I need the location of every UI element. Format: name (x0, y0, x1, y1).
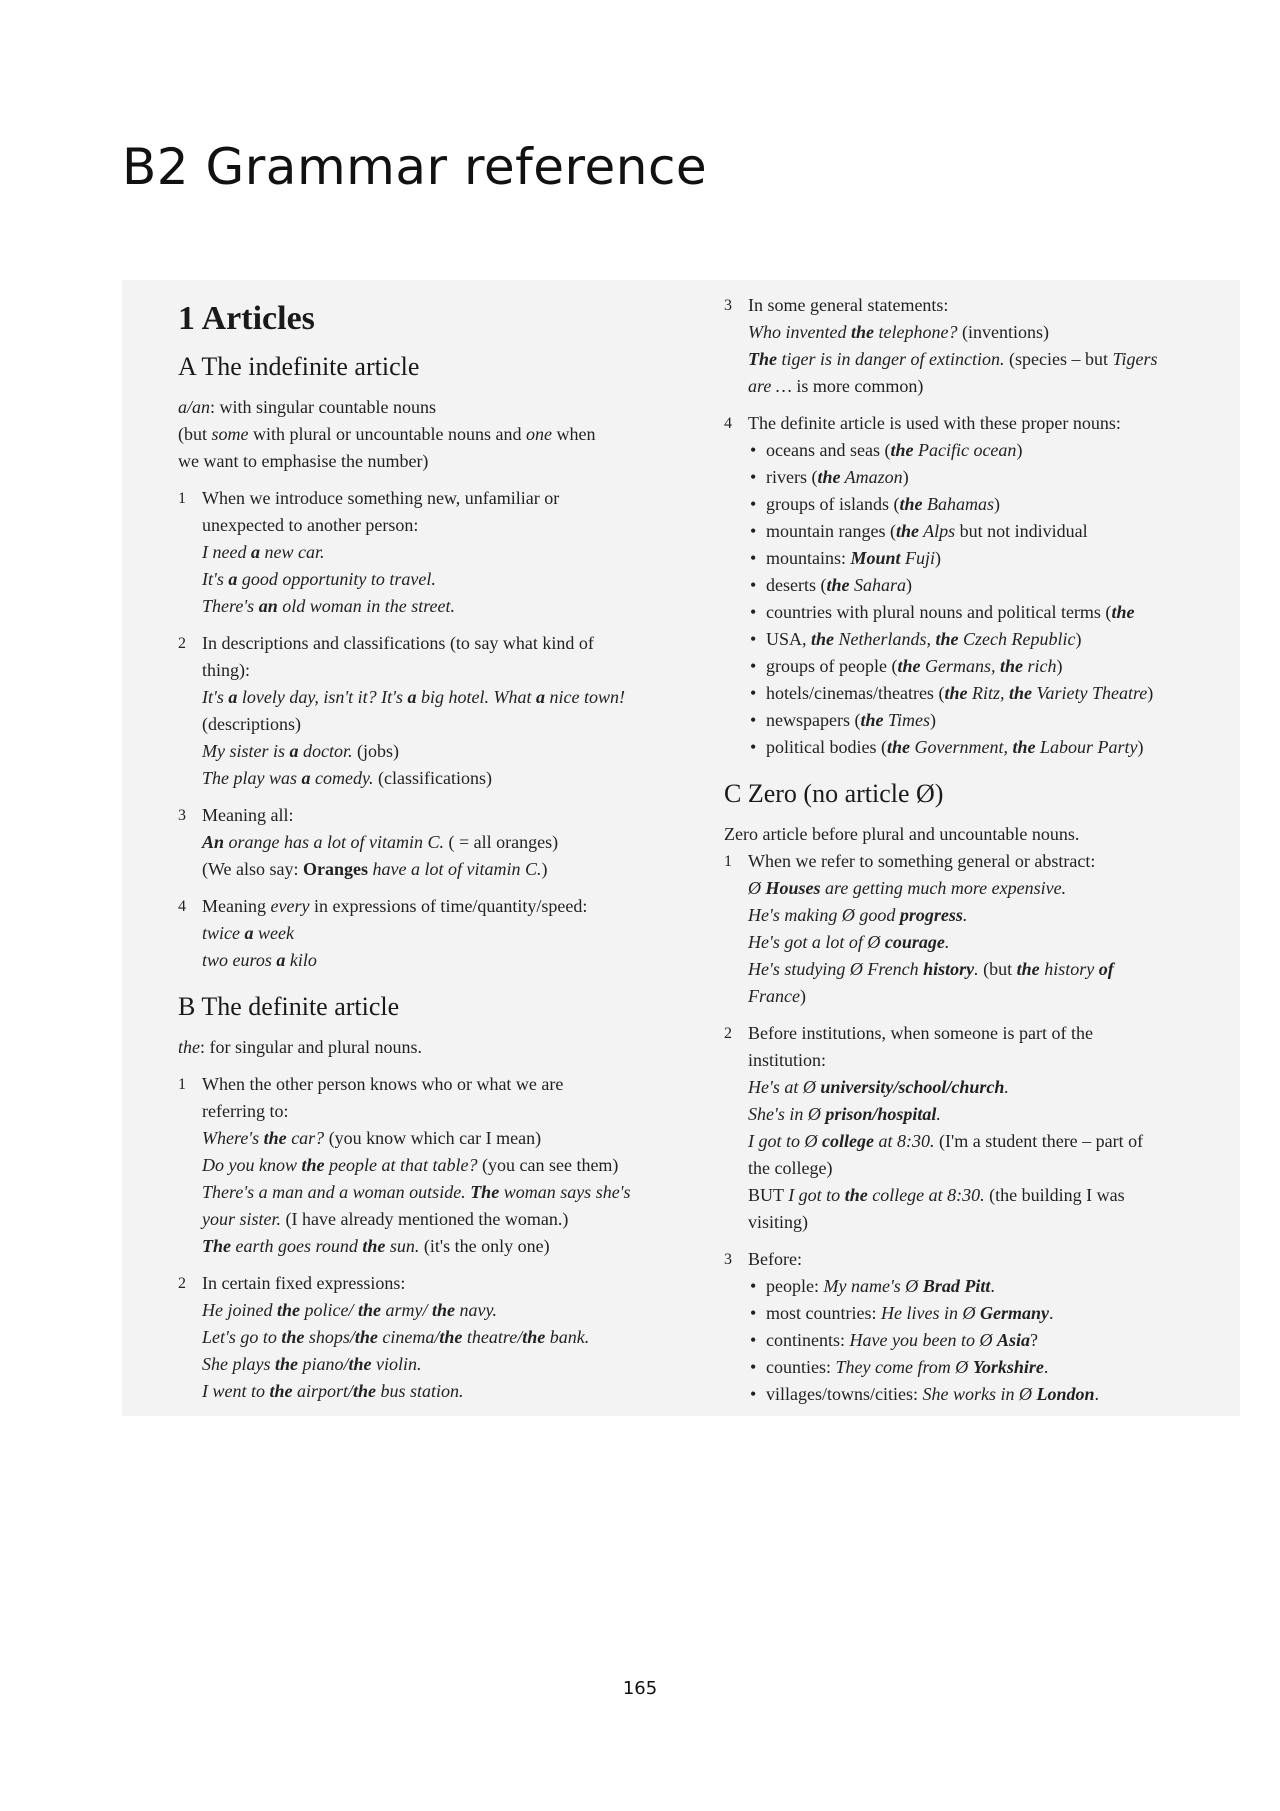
t: cinema/ (377, 1327, 440, 1347)
bullet-item (748, 491, 1224, 518)
t: a (289, 741, 299, 761)
bullet-item (748, 626, 1224, 653)
rule-b3: 3 In some general statements: Who invented the telephone? (inventions) The tiger is in danger of extinction. (species – but Tigers are … is more common) (724, 292, 1224, 400)
t: college at 8:30. (867, 1185, 985, 1205)
t: courage (884, 932, 945, 952)
t: I need (202, 542, 251, 562)
t: unexpected to another person: (202, 515, 419, 535)
t: It's (202, 569, 229, 589)
t: the (276, 1300, 300, 1320)
t: mountain ranges ( (766, 521, 896, 541)
t: Oranges (303, 859, 369, 879)
t: two euros (202, 950, 277, 970)
t: the (354, 1327, 378, 1347)
t: (but (978, 959, 1017, 979)
rule-a1: 1 When we introduce something new, unfamiliar or unexpected to another person: I need a new car. It's a good opportunity to travel. There's an old woman in the street. (178, 485, 678, 620)
t: countries with plural nouns and political terms ( (766, 602, 1112, 622)
t: She plays (202, 1354, 275, 1374)
t: continents: (766, 1330, 850, 1350)
t: the (301, 1155, 325, 1175)
bullet-item (748, 1273, 1224, 1300)
t: BUT (748, 1185, 789, 1205)
t: the (844, 1185, 868, 1205)
t: the (999, 656, 1023, 676)
t: navy. (455, 1300, 498, 1320)
t: Yorkshire (972, 1357, 1044, 1377)
t: (you know which car I mean) (324, 1128, 542, 1148)
b4-bullet-list (748, 437, 1224, 761)
t: ? (1029, 1330, 1038, 1350)
t: one (525, 424, 552, 444)
t: He's studying Ø French (748, 959, 924, 979)
t: we want to emphasise the number) (178, 451, 429, 471)
rule-c3: 3 Before: • people: My name's Ø Brad Pitt. • most countries: He lives in Ø Germany. • continents: Have you been to Ø Asia? • counties: They come from Ø Yorkshire. • villages/towns/cities: She works in Ø London. (724, 1246, 1224, 1408)
t: Before institutions, when someone is part of the (748, 1023, 1093, 1043)
t: Ritz, (967, 683, 1009, 703)
t: An (202, 832, 225, 852)
t: ) (1075, 629, 1082, 649)
t: violin. (371, 1354, 422, 1374)
t: visiting) (748, 1212, 809, 1232)
bullet-item (748, 680, 1224, 707)
t: lovely day, isn't it? It's (237, 687, 408, 707)
t: woman says she's (499, 1182, 631, 1202)
subheading-b: B The definite article (178, 992, 400, 1021)
t: the (850, 322, 874, 342)
t: ) (902, 467, 909, 487)
t: There's a man and a woman outside. (202, 1182, 471, 1202)
t: Sahara (849, 575, 907, 595)
t: The (202, 1236, 231, 1256)
t: ) (1137, 737, 1144, 757)
bullet-item (748, 707, 1224, 734)
t: London (1036, 1384, 1095, 1404)
rule-a2: 2 In descriptions and classifications (to say what kind of thing): It's a lovely day, isn't it? It's a big hotel. What a nice town! (descriptions) My sister is a doctor. (jobs) The play was a comedy. (classifications) (178, 630, 678, 792)
t: are getting much more expensive. (820, 878, 1067, 898)
t: car? (286, 1128, 325, 1148)
t: army/ (381, 1300, 432, 1320)
t: with plural or uncountable nouns and (248, 424, 526, 444)
t: I got to (788, 1185, 845, 1205)
t: Mount (850, 548, 901, 568)
t: villages/towns/cities: (766, 1384, 923, 1404)
t: the (811, 629, 835, 649)
t: Brad Pitt (922, 1276, 991, 1296)
t: (classifications) (373, 768, 492, 788)
t: the (1016, 959, 1040, 979)
t: shops/ (304, 1327, 355, 1347)
t: new car. (259, 542, 325, 562)
rule-c1: 1 When we refer to something general or abstract: Ø Houses are getting much more expensive. He's making Ø good progress. He's got a lot of Ø courage. He's studying Ø French history. (but the history of France) (724, 848, 1224, 1010)
t: tiger is in danger of extinction. (777, 349, 1005, 369)
t: political bodies ( (766, 737, 887, 757)
t: He's got a lot of Ø (748, 932, 885, 952)
t: Asia (996, 1330, 1030, 1350)
t: an (258, 596, 278, 616)
t: of (1098, 959, 1114, 979)
t: telephone? (873, 322, 958, 342)
t: Czech Republic (958, 629, 1076, 649)
rule-b2: 2 In certain fixed expressions: He joined the police/ the army/ the navy. Let's go to the shops/the cinema/the theatre/the bank. She plays the piano/the violin. I went to the airport/the bus station. (178, 1270, 678, 1405)
bullet-item (748, 734, 1224, 761)
t: doctor. (298, 741, 353, 761)
t: the (1111, 602, 1135, 622)
t: comedy. (310, 768, 374, 788)
left-column (178, 300, 678, 1415)
t: the (274, 1354, 298, 1374)
t: institution: (748, 1050, 827, 1070)
t: (We also say: (202, 859, 304, 879)
t: the (362, 1236, 386, 1256)
t: ) (935, 548, 942, 568)
t: The (748, 349, 777, 369)
t: ( = all oranges) (444, 832, 559, 852)
bullet-item (748, 1354, 1224, 1381)
t: Amazon (840, 467, 903, 487)
t: She works in Ø (922, 1384, 1037, 1404)
t: groups of people ( (766, 656, 898, 676)
t: The (470, 1182, 500, 1202)
t: I went to (202, 1381, 270, 1401)
rule-c2: 2 Before institutions, when someone is part of the institution: He's at Ø university/school/church. She's in Ø prison/hospital. I got to Ø college at 8:30. (I'm a student there – part of the college) BUT I got to the college at 8:30. (the building I was visiting) (724, 1020, 1224, 1236)
t: Let's go to (202, 1327, 282, 1347)
t: good opportunity to travel. (237, 569, 436, 589)
t: . (944, 932, 950, 952)
t: a (228, 687, 238, 707)
t: He lives in Ø (881, 1303, 980, 1323)
t: In certain fixed expressions: (202, 1273, 406, 1293)
t: orange has a lot of vitamin C. (224, 832, 445, 852)
bullet-item (748, 518, 1224, 545)
bullet-item (748, 653, 1224, 680)
t: deserts ( (766, 575, 827, 595)
t: at 8:30. (873, 1131, 935, 1151)
t: but not individual (955, 521, 1088, 541)
t: newspapers ( (766, 710, 861, 730)
t: a (228, 569, 238, 589)
t: the (357, 1300, 381, 1320)
t: Pacific ocean (913, 440, 1017, 460)
t: theatre/ (462, 1327, 523, 1347)
t: (I have already mentioned the woman.) (281, 1209, 569, 1229)
t: the (432, 1300, 456, 1320)
t: a (276, 950, 286, 970)
t: the (439, 1327, 463, 1347)
t: He's making Ø good (748, 905, 900, 925)
t: Bahamas (922, 494, 995, 514)
t: referring to: (202, 1101, 289, 1121)
t: When we introduce something new, unfamiliar or (202, 488, 560, 508)
t: ) (799, 986, 806, 1006)
bullet-item (748, 572, 1224, 599)
t: Before: (748, 1249, 802, 1269)
t: the (899, 494, 923, 514)
t: : with singular countable nouns (210, 397, 436, 417)
t: (jobs) (352, 741, 399, 761)
bullet-item (748, 599, 1224, 626)
t: the (895, 521, 919, 541)
t: . (1094, 1384, 1100, 1404)
subheading-c: C Zero (no article Ø) (724, 779, 944, 808)
t: ) (1016, 440, 1023, 460)
t: The play was (202, 768, 302, 788)
t: When we refer to something general or abstract: (748, 851, 1096, 871)
t: mountains: (766, 548, 851, 568)
t: groups of islands ( (766, 494, 900, 514)
t: the (886, 737, 910, 757)
t: the (860, 710, 884, 730)
t: progress (899, 905, 963, 925)
b-intro (178, 1034, 678, 1061)
section-heading: 1 Articles (178, 300, 315, 337)
t: In descriptions and classifications (to say what kind of (202, 633, 594, 653)
bullet-item (748, 1300, 1224, 1327)
t: a (301, 768, 311, 788)
t: a (407, 687, 417, 707)
t: In some general statements: (748, 295, 949, 315)
t: airport/ (292, 1381, 354, 1401)
t: France (748, 986, 800, 1006)
t: (but (178, 424, 212, 444)
t: the (897, 656, 921, 676)
t: piano/ (298, 1354, 349, 1374)
t: people at that table? (324, 1155, 478, 1175)
rule-b4: 4 The definite article is used with these proper nouns: • oceans and seas (the Pacific ocean) • rivers (the Amazon) • groups of islands (the Bahamas) • mountain ranges (the Alps but not individual • mountains: Mount Fuji) • deserts (the Sahara) • countries with plural nouns and political terms (the • USA, the Netherlands, the Czech Republic) • groups of people (the Germans, the rich) • hotels/cinemas/theatres (the Ritz, the Variety Theatre) • newspapers (the Times) • political bodies (the Government, the Labour Party) (724, 410, 1224, 761)
t: people: (766, 1276, 824, 1296)
t: the (263, 1128, 287, 1148)
right-column (724, 292, 1224, 1418)
t: Fuji (900, 548, 936, 568)
t: university/school/church (820, 1077, 1005, 1097)
t: sun. (385, 1236, 420, 1256)
t: college (822, 1131, 874, 1151)
t: the (1008, 683, 1032, 703)
t: old woman in the street. (277, 596, 456, 616)
t: the (522, 1327, 546, 1347)
t: He joined (202, 1300, 277, 1320)
t: Germany (979, 1303, 1049, 1323)
rule-a3: 3 Meaning all: An orange has a lot of vitamin C. ( = all oranges) (We also say: Oranges have a lot of vitamin C.) (178, 802, 678, 883)
t: They come from Ø (835, 1357, 973, 1377)
t: . (1004, 1077, 1009, 1097)
t: the (348, 1354, 372, 1374)
page-number: 165 (622, 1678, 658, 1699)
t: rivers ( (766, 467, 818, 487)
c3-bullet-list (748, 1273, 1224, 1408)
t: ) (994, 494, 1001, 514)
t: history (1039, 959, 1099, 979)
t: the (178, 1037, 200, 1057)
t: hotels/cinemas/theatres ( (766, 683, 945, 703)
t: oceans and seas ( (766, 440, 891, 460)
t: Have you been to Ø (849, 1330, 997, 1350)
t: bus station. (376, 1381, 464, 1401)
t: earth goes round (231, 1236, 363, 1256)
t: the (281, 1327, 305, 1347)
t: ) (906, 575, 913, 595)
t: (you can see them) (477, 1155, 619, 1175)
t: Meaning (202, 896, 271, 916)
bullet-item (748, 545, 1224, 572)
t: is more common) (791, 376, 924, 396)
t: a/an (178, 397, 211, 417)
t: USA, (766, 629, 812, 649)
t: are … (748, 376, 792, 396)
t: Where's (202, 1128, 264, 1148)
t: twice (202, 923, 245, 943)
t: My name's Ø (823, 1276, 923, 1296)
t: your sister. (202, 1209, 282, 1229)
subheading-a: A The indefinite article (178, 352, 420, 381)
t: in expressions of time/quantity/speed: (309, 896, 588, 916)
t: ) (930, 710, 936, 730)
t: (species – but (1004, 349, 1113, 369)
t: some (211, 424, 249, 444)
t: She's in Ø (748, 1104, 826, 1124)
t: the (817, 467, 841, 487)
t: the (353, 1381, 377, 1401)
t: There's (202, 596, 259, 616)
t: Labour Party (1035, 737, 1138, 757)
t: the (269, 1381, 293, 1401)
t: Who invented (748, 322, 851, 342)
t: Tigers (1112, 349, 1158, 369)
t: kilo (285, 950, 317, 970)
a-intro (178, 394, 678, 475)
t: a (536, 687, 546, 707)
t: a (244, 923, 254, 943)
t: Netherlands, (834, 629, 936, 649)
bullet-item (748, 1381, 1224, 1408)
bullet-item (748, 1327, 1224, 1354)
t: . (974, 959, 979, 979)
t: bank. (545, 1327, 590, 1347)
t: the (890, 440, 914, 460)
t: every (270, 896, 310, 916)
t: Do you know (202, 1155, 302, 1175)
t: Houses (765, 878, 821, 898)
t: Times (883, 710, 930, 730)
c-intro: Zero article before plural and uncountable nouns. (724, 824, 1080, 844)
t: ) (541, 859, 548, 879)
t: the college) (748, 1158, 833, 1178)
t: history (923, 959, 975, 979)
t: counties: (766, 1357, 836, 1377)
t: . (962, 905, 968, 925)
rule-b1: 1 When the other person knows who or what we are referring to: Where's the car? (you know which car I mean) Do you know the people at that table? (you can see them) There's a man and a woman outside. The woman says she's your sister. (I have already mentioned the woman.) The earth goes round the sun. (it's the only one) (178, 1071, 678, 1260)
t: rich (1023, 656, 1057, 676)
t: Meaning all: (202, 805, 294, 825)
t: (inventions) (957, 322, 1049, 342)
t: most countries: (766, 1303, 881, 1323)
t: thing): (202, 660, 250, 680)
t: Variety Theatre (1031, 683, 1148, 703)
t: . (990, 1276, 995, 1296)
t: when (551, 424, 596, 444)
t: (I'm a student there – part of (934, 1131, 1144, 1151)
t: : for singular and plural nouns. (200, 1037, 422, 1057)
t: police/ (300, 1300, 358, 1320)
t: big hotel. What (416, 687, 537, 707)
t: (it's the only one) (419, 1236, 550, 1256)
t: When the other person knows who or what we are (202, 1074, 564, 1094)
bullet-item (748, 464, 1224, 491)
t: . (1043, 1357, 1049, 1377)
t: the (935, 629, 959, 649)
t: have a lot of vitamin C. (368, 859, 542, 879)
t: Alps (918, 521, 956, 541)
rule-a4: 4 Meaning every in expressions of time/quantity/speed: twice a week two euros a kilo (178, 896, 588, 970)
t: It's (202, 687, 229, 707)
t: nice town! (545, 687, 626, 707)
t: . (936, 1104, 941, 1124)
t: Germans, (920, 656, 1000, 676)
grammar-scan (122, 280, 1240, 1416)
t: I got to Ø (748, 1131, 822, 1151)
t: ) (1056, 656, 1063, 676)
t: the (826, 575, 850, 595)
t: . (1048, 1303, 1054, 1323)
t: He's at Ø (748, 1077, 821, 1097)
t: My sister is (202, 741, 290, 761)
t: the (944, 683, 968, 703)
t: (descriptions) (202, 714, 301, 734)
bullet-item (748, 437, 1224, 464)
t: (the building I was (984, 1185, 1125, 1205)
t: week (253, 923, 294, 943)
t: a (250, 542, 260, 562)
t: ) (1147, 683, 1154, 703)
page-title: B2 Grammar reference (122, 138, 708, 196)
t: Government, (910, 737, 1013, 757)
t: The definite article is used with these proper nouns: (748, 413, 1121, 433)
t: the (1012, 737, 1036, 757)
t: prison/hospital (825, 1104, 937, 1124)
t: Ø (748, 878, 766, 898)
